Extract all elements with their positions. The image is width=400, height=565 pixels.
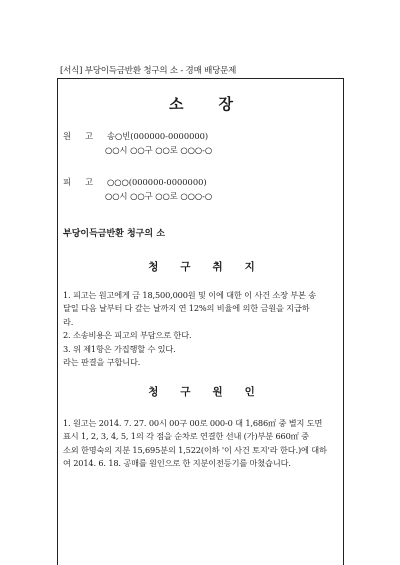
form-header-label: [서식] 부당이득금반환 청구의 소 - 경매 배당문제 bbox=[60, 66, 237, 76]
claim-purpose-heading bbox=[58, 259, 345, 274]
plaintiff-block bbox=[63, 129, 212, 157]
text-line: 라는 판결을 구합니다. bbox=[63, 357, 141, 368]
heading-char: 취 bbox=[212, 261, 223, 273]
text-line: 라. bbox=[63, 316, 74, 327]
text-line: 1. 원고는 2014. 7. 27. 00시 00구 00로 000-0 대 1,686㎡ 중 별지 도면 bbox=[63, 418, 323, 428]
text-line: 소외 한명숙의 지분 15,695분의 1,522(이하 '이 사건 토지'라 한다.)에 대하 bbox=[63, 444, 327, 455]
text-line: 3. 위 제1항은 가집행할 수 있다. bbox=[63, 343, 176, 354]
defendant-role-char: 고 bbox=[85, 177, 94, 187]
heading-char: 구 bbox=[180, 261, 191, 273]
plaintiff-role-char: 원 bbox=[63, 131, 72, 141]
defendant-block bbox=[63, 175, 212, 203]
plaintiff-name: 송○빈(000000-0000000) bbox=[107, 131, 209, 141]
complaint-document bbox=[57, 78, 344, 565]
heading-char: 청 bbox=[148, 261, 159, 273]
text-line: 여 2014. 6. 18. 공매를 원인으로 한 지분이전등기를 마쳤습니다. bbox=[63, 458, 291, 469]
defendant-role-char: 피 bbox=[63, 177, 72, 187]
heading-char: 지 bbox=[244, 261, 255, 273]
defendant-address: ○○시 ○○구 ○○로 ○○○-○ bbox=[105, 191, 213, 201]
heading-char: 청 bbox=[148, 386, 159, 398]
heading-char: 원 bbox=[212, 386, 223, 398]
document-title bbox=[58, 93, 345, 114]
case-name: 부당이득금반환 청구의 소 bbox=[63, 229, 165, 239]
text-line: 표시 1, 2, 3, 4, 5, 1의 각 점을 순차로 연결한 선내 (가)부분 660㎡ 중 bbox=[63, 431, 309, 442]
claim-cause-heading bbox=[58, 384, 345, 399]
heading-char: 구 bbox=[180, 386, 191, 398]
text-line: 달일 다음 날부터 다 갚는 날까지 연 12%의 비율에 의한 금원을 지급하 bbox=[63, 303, 310, 314]
title-char: 소 bbox=[169, 95, 185, 113]
text-line: 1. 피고는 원고에게 금 18,500,000원 및 이에 대한 이 사건 소장 부본 송 bbox=[63, 290, 317, 300]
claim-cause-text bbox=[63, 417, 339, 471]
claim-purpose-text bbox=[63, 289, 339, 369]
heading-char: 인 bbox=[244, 386, 255, 398]
title-char: 장 bbox=[218, 95, 234, 113]
plaintiff-address: ○○시 ○○구 ○○로 ○○○-○ bbox=[105, 145, 213, 155]
plaintiff-role-char: 고 bbox=[85, 131, 94, 141]
defendant-name: ○○○(000000-0000000) bbox=[107, 177, 207, 187]
text-line: 2. 소송비용은 피고의 부담으로 한다. bbox=[63, 330, 192, 341]
